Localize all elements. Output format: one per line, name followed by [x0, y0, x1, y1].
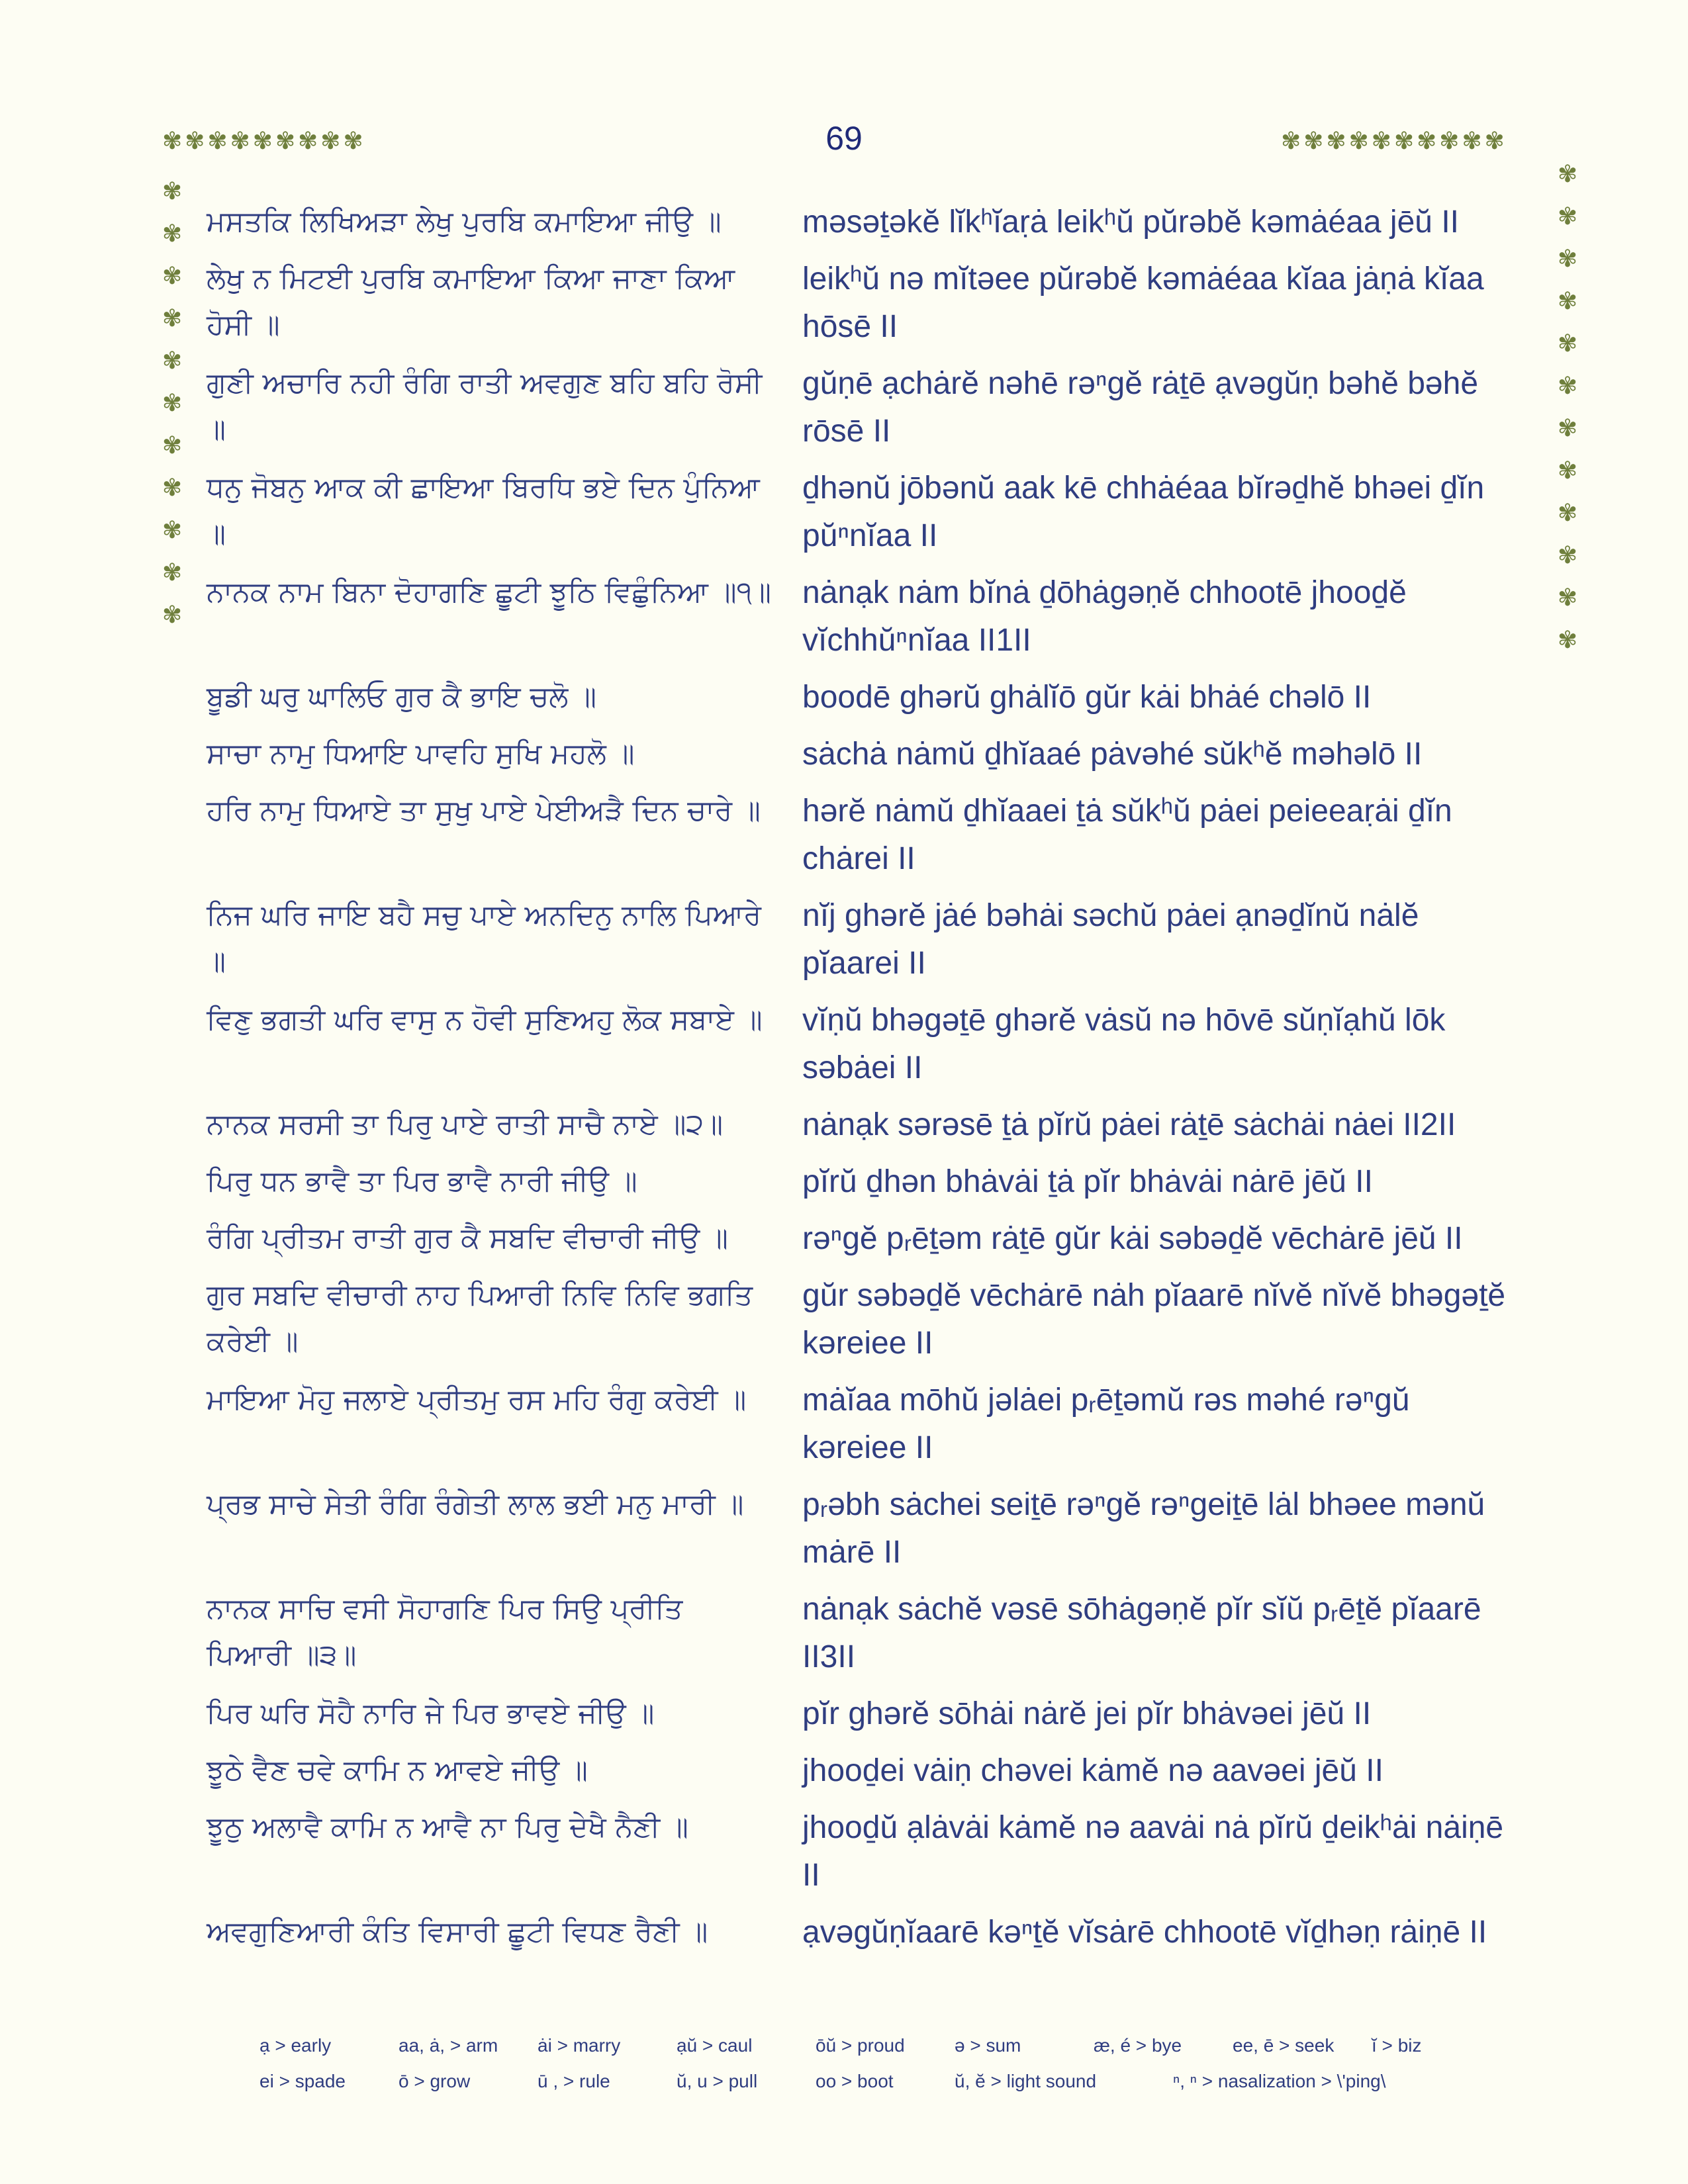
verse-row — [207, 788, 1537, 883]
flower-ornament-icon: ✾ — [1557, 203, 1578, 230]
verse-row — [207, 731, 1537, 778]
verse-row — [207, 674, 1537, 721]
gurmukhi-text: ਪਿਰ ਘਰਿ ਸੋਹੈ ਨਾਰਿ ਜੇ ਪਿਰ ਭਾਵਏ ਜੀਉ ॥ — [207, 1697, 655, 1730]
pronunciation-key-item: ei > spade — [259, 2071, 346, 2091]
flower-ornament-icon: ✾ — [162, 305, 183, 332]
verse-row — [207, 255, 1537, 351]
top-right-ornament-row: ✾✾✾✾✾✾✾✾✾✾ — [1281, 128, 1507, 155]
gurmukhi-text: ਪ੍ਰਭ ਸਾਚੇ ਸੇਤੀ ਰੰਗਿ ਰੰਗੇਤੀ ਲਾਲ ਭਈ ਮਨੁ ਮਾਰੀ ॥ — [207, 1488, 744, 1521]
gurmukhi-text: ਬੂਡੀ ਘਰੁ ਘਾਲਿਓ ਗੁਰ ਕੈ ਭਾਇ ਚਲੋ ॥ — [207, 680, 597, 713]
pronunciation-key-row — [259, 2035, 1517, 2056]
verse-row — [207, 360, 1537, 455]
verse-row — [207, 199, 1537, 246]
verse-row — [207, 569, 1537, 664]
flower-ornament-icon: ✾ — [162, 263, 183, 290]
flower-ornament-icon: ✾ — [162, 390, 183, 417]
gurmukhi-text: ਨਾਨਕ ਨਾਮ ਬਿਨਾ ਦੋਹਾਗਣਿ ਛੂਟੀ ਝੂਠਿ ਵਿਛੁੰਨਿਆ ॥੧॥ — [207, 576, 771, 609]
gurmukhi-text: ਨਾਨਕ ਸਰਸੀ ਤਾ ਪਿਰੁ ਪਾਏ ਰਾਤੀ ਸਾਚੈ ਨਾਏ ॥੨॥ — [207, 1108, 724, 1141]
top-left-ornament-row: ✾✾✾✾✾✾✾✾✾ — [162, 128, 366, 155]
flower-ornament-icon: ✾ — [1557, 584, 1578, 612]
transliteration-text: pĭrŭ ḏhən bhȧvȧi ṯȧ pĭr bhȧvȧi nȧrē jēŭ II — [802, 1164, 1373, 1199]
transliteration-text: hərĕ nȧmŭ ḏhĭaaei ṯȧ sŭkʰŭ pȧei peieeaṛȧi ḏĭn chȧrei II — [802, 794, 1452, 876]
gurmukhi-text: ਸਾਚਾ ਨਾਮੁ ਧਿਆਇ ਪਾਵਹਿ ਸੁਖਿ ਮਹਲੋ ॥ — [207, 737, 635, 770]
pronunciation-key-item: aa, ȧ, > arm — [399, 2035, 498, 2056]
transliteration-text: ḏhənŭ jōbənŭ aak kē chhȧéaa bĭrəḏhĕ bhəei ḏĭn pŭⁿnĭaa II — [802, 471, 1485, 553]
gurmukhi-text: ਝੂਠੁ ਅਲਾਵੈ ਕਾਮਿ ਨ ਆਵੈ ਨਾ ਪਿਰੁ ਦੇਖੈ ਨੈਣੀ ॥ — [207, 1811, 688, 1844]
pronunciation-key-item: ōŭ > proud — [816, 2035, 905, 2056]
gurmukhi-text: ਮਸਤਕਿ ਲਿਖਿਅੜਾ ਲੇਖੁ ਪੁਰਬਿ ਕਮਾਇਆ ਜੀਉ ॥ — [207, 205, 722, 238]
gurmukhi-text: ਪਿਰੁ ਧਨ ਭਾਵੈ ਤਾ ਪਿਰ ਭਾਵੈ ਨਾਰੀ ਜੀਉ ॥ — [207, 1165, 637, 1198]
transliteration-text: nĭj ghərĕ jȧé bəhȧi səchŭ pȧei ạnəḏĭnŭ nȧlĕ pĭaarei II — [802, 898, 1419, 981]
flower-ornament-icon: ✾ — [1557, 161, 1578, 188]
gurmukhi-text: ਮਾਇਆ ਮੋਹੁ ਜਲਾਏ ਪ੍ਰੀਤਮੁ ਰਸ ਮਹਿ ਰੰਗੁ ਕਰੇਈ ॥ — [207, 1383, 747, 1416]
pronunciation-key-item: ạŭ > caul — [677, 2035, 753, 2056]
gurmukhi-text: ਅਵਗੁਣਿਆਰੀ ਕੰਤਿ ਵਿਸਾਰੀ ਛੂਟੀ ਵਿਧਣ ਰੈਣੀ ॥ — [207, 1915, 708, 1948]
flower-ornament-icon: ✾ — [1557, 415, 1578, 442]
transliteration-text: vĭṇŭ bhəgəṯē ghərĕ vȧsŭ nə hōvē sŭṇĭạhŭ lōk səbȧei II — [802, 1003, 1446, 1085]
verse-row — [207, 1215, 1537, 1263]
pronunciation-key-item: ŭ, u > pull — [677, 2071, 758, 2091]
verse-row — [207, 1690, 1537, 1738]
transliteration-text: gŭr səbəḏĕ vēchȧrē nȧh pĭaarē nĭvĕ nĭvĕ bhəgəṯĕ kəreiee II — [802, 1278, 1506, 1361]
transliteration-text: jhooḏei vȧiṇ chəvei kȧmĕ nə aavəei jēŭ II — [802, 1753, 1383, 1788]
transliteration-text: leikʰŭ nə mĭtəee pŭrəbĕ kəmȧéaa kĭaa jȧṇȧ kĭaa hōsē II — [802, 261, 1484, 344]
flower-ornament-icon: ✾ — [1557, 542, 1578, 569]
pronunciation-key-item: oo > boot — [816, 2071, 894, 2091]
verse-row — [207, 892, 1537, 987]
flower-ornament-icon: ✾ — [1557, 627, 1578, 654]
gurmukhi-text: ਹਰਿ ਨਾਮੁ ਧਿਆਏ ਤਾ ਸੁਖੁ ਪਾਏ ਪੇਈਅੜੈ ਦਿਨ ਚਾਰੇ ॥ — [207, 794, 761, 827]
verse-row — [207, 997, 1537, 1092]
pronunciation-key-item: ⁿ, ⁿ > nasalization > \'ping\ — [1173, 2071, 1386, 2091]
flower-ornament-icon: ✾ — [162, 347, 183, 375]
verse-row — [207, 465, 1537, 560]
pronunciation-key-item: ee, ē > seek — [1233, 2035, 1335, 2056]
verse-row — [207, 1377, 1537, 1472]
pronunciation-key-item: ū , > rule — [538, 2071, 610, 2091]
gurmukhi-text: ਗੁਣੀ ਅਚਾਰਿ ਨਹੀ ਰੰਗਿ ਰਾਤੀ ਅਵਗੁਣ ਬਹਿ ਬਹਿ ਰੋਸੀ ॥ — [207, 367, 763, 446]
flower-ornament-icon: ✾ — [162, 432, 183, 459]
right-ornament-column — [1554, 154, 1581, 662]
gurmukhi-text: ਲੇਖੁ ਨ ਮਿਟਈ ਪੁਰਬਿ ਕਮਾਇਆ ਕਿਆ ਜਾਣਾ ਕਿਆ ਹੋਸੀ ॥ — [207, 262, 735, 341]
verse-row — [207, 1101, 1537, 1149]
flower-ornament-icon: ✾ — [1557, 500, 1578, 527]
gurmukhi-text: ਵਿਣੁ ਭਗਤੀ ਘਰਿ ਵਾਸੁ ਨ ਹੋਵੀ ਸੁਣਿਅਹੁ ਲੋਕ ਸਬਾਏ ॥ — [207, 1003, 763, 1036]
pronunciation-key-row — [259, 2071, 1517, 2092]
page-number: 69 — [825, 120, 863, 157]
flower-ornament-icon: ✾ — [1557, 373, 1578, 400]
transliteration-text: pᵣəbh sȧchei seiṯē rəⁿgĕ rəⁿgeiṯē lȧl bhəee mənŭ mȧrē II — [802, 1487, 1485, 1570]
flower-ornament-icon: ✾ — [162, 178, 183, 205]
transliteration-text: məsəṯəkĕ lĭkʰĭaṛȧ leikʰŭ pŭrəbĕ kəmȧéaa jēŭ II — [802, 205, 1459, 240]
pronunciation-key-item: æ, é > bye — [1094, 2035, 1182, 2056]
verse-row — [207, 1804, 1537, 1899]
verse-row — [207, 1481, 1537, 1576]
gurmukhi-text: ਧਨੁ ਜੋਬਨੁ ਆਕ ਕੀ ਛਾਇਆ ਬਿਰਧਿ ਭਏ ਦਿਨ ਪੁੰਨਿਆ ॥ — [207, 471, 760, 551]
verse-row — [207, 1586, 1537, 1681]
transliteration-text: jhooḏŭ ạlȧvȧi kȧmĕ nə aavȧi nȧ pĭrŭ ḏeikʰȧi nȧiṇē II — [802, 1810, 1504, 1893]
transliteration-text: rəⁿgĕ pᵣēṯəm rȧṯē gŭr kȧi səbəḏĕ vēchȧrē jēŭ II — [802, 1221, 1463, 1256]
transliteration-text: mȧĭaa mōhŭ jəlȧei pᵣēṯəmŭ rəs məhé rəⁿgŭ kəreiee II — [802, 1383, 1410, 1465]
pronunciation-key-item: ŭ, ĕ > light sound — [955, 2071, 1097, 2091]
gurmukhi-text: ਨਾਨਕ ਸਾਚਿ ਵਸੀ ਸੋਹਾਗਣਿ ਪਿਰ ਸਿਉ ਪ੍ਰੀਤਿ ਪਿਆਰੀ ॥੩॥ — [207, 1592, 683, 1672]
pronunciation-key-item: ĭ > biz — [1372, 2035, 1422, 2056]
pronunciation-key-item: ȧi > marry — [538, 2035, 621, 2056]
gurmukhi-text: ਝੂਠੇ ਵੈਣ ਚਵੇ ਕਾਮਿ ਨ ਆਵਏ ਜੀਉ ॥ — [207, 1754, 588, 1787]
flower-ornament-icon: ✾ — [162, 559, 183, 586]
verse-row — [207, 1272, 1537, 1367]
transliteration-text: nȧnạk sȧchĕ vəsē sōhȧgəṇĕ pĭr sĭŭ pᵣēṯĕ pĭaarē II3II — [802, 1592, 1481, 1674]
transliteration-text: nȧnạk sərəsē ṯȧ pĭrŭ pȧei rȧṯē sȧchȧi nȧei II2II — [802, 1107, 1456, 1142]
transliteration-text: sȧchȧ nȧmŭ ḏhĭaaé pȧvəhé sŭkʰĕ məhəlō II — [802, 737, 1423, 772]
flower-ornament-icon: ✾ — [162, 517, 183, 544]
flower-ornament-icon: ✾ — [1557, 330, 1578, 357]
verse-row — [207, 1909, 1537, 1956]
gurmukhi-text: ਰੰਗਿ ਪ੍ਰੀਤਮ ਰਾਤੀ ਗੁਰ ਕੈ ਸਬਦਿ ਵੀਚਾਰੀ ਜੀਉ ॥ — [207, 1222, 728, 1255]
verse-row — [207, 1747, 1537, 1795]
flower-ornament-icon: ✾ — [1557, 288, 1578, 315]
pronunciation-key-item: ō > grow — [399, 2071, 471, 2091]
pronunciation-key — [259, 2035, 1517, 2107]
flower-ornament-icon: ✾ — [162, 220, 183, 248]
flower-ornament-icon: ✾ — [162, 602, 183, 629]
pronunciation-key-item: ạ > early — [259, 2035, 332, 2056]
left-ornament-column — [159, 171, 185, 637]
verse-row — [207, 1158, 1537, 1206]
transliteration-text: ạvəgŭṇĭaarē kəⁿṯĕ vĭsȧrē chhootē vĭḏhəṇ rȧiṇē II — [802, 1915, 1487, 1950]
flower-ornament-icon: ✾ — [162, 475, 183, 502]
flower-ornament-icon: ✾ — [1557, 457, 1578, 484]
transliteration-text: pĭr ghərĕ sōhȧi nȧrĕ jei pĭr bhȧvəei jēŭ II — [802, 1696, 1372, 1731]
gurmukhi-text: ਗੁਰ ਸਬਦਿ ਵੀਚਾਰੀ ਨਾਹ ਪਿਆਰੀ ਨਿਵਿ ਨਿਵਿ ਭਗਤਿ ਕਰੇਈ ॥ — [207, 1279, 753, 1358]
flower-ornament-icon: ✾ — [1557, 246, 1578, 273]
transliteration-text: gŭṇē ạchȧrĕ nəhē rəⁿgĕ rȧṯē ạvəgŭṇ bəhĕ bəhĕ rōsē II — [802, 366, 1479, 449]
transliteration-text: nȧnạk nȧm bĭnȧ ḏōhȧgəṇĕ chhootē jhooḏĕ vĭchhŭⁿnĭaa II1II — [802, 575, 1407, 658]
gurmukhi-text: ਨਿਜ ਘਰਿ ਜਾਇ ਬਹੈ ਸਚੁ ਪਾਏ ਅਨਦਿਨੁ ਨਾਲਿ ਪਿਆਰੇ ॥ — [207, 899, 762, 978]
pronunciation-key-item: ə > sum — [955, 2035, 1021, 2056]
transliteration-text: boodē ghərŭ ghȧlĭō gŭr kȧi bhȧé chəlō II — [802, 680, 1372, 715]
verse-list — [207, 199, 1537, 1966]
